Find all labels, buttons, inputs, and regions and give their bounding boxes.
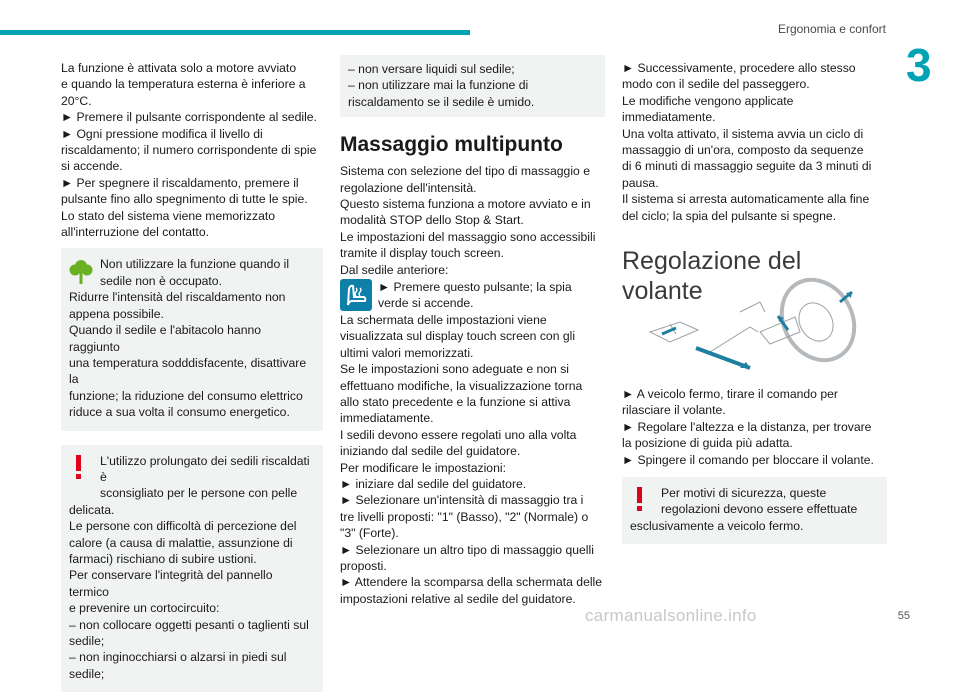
massage-button-row [340, 279, 605, 312]
steering-warning-first: Per motivi di sicurezza, queste regolazioni devono essere effettuate [661, 486, 858, 517]
steering-title: Regolazione del volante [622, 247, 802, 306]
warning-continuation: – non versare liquidi sul sedile; – non utilizzare mai la funzione di riscaldamento se il sedile è umido. [348, 62, 535, 109]
column-1 [61, 60, 323, 692]
massage-intro: Sistema con selezione del tipo di massaggio e regolazione dell'intensità. Questo sistema funziona a motore avviato e in modalità STOP dello Stop & Start. Le impostazioni del massaggio sono accessibili tramite il display touch screen. Dal sedile anteriore: [340, 164, 596, 277]
warning-exclamation-icon [75, 455, 82, 479]
header-accent-bar [0, 30, 470, 35]
warning-exclamation-icon [636, 487, 643, 511]
eco-note-box [61, 248, 323, 430]
warning-first: L'utilizzo prolungato dei sedili riscaldati è sconsigliato per le persone con pelle [100, 453, 310, 501]
massage-seat-button-icon [340, 279, 372, 311]
massage-button-instruction: ► Premere questo pulsante; la spia verde si accende. [378, 280, 572, 311]
massage-continuation: ► Successivamente, procedere allo stesso modo con il sedile del passeggero. Le modifiche vengono applicate immediatamente. Una volta attivato, il sistema avvia un ciclo di massaggio di un'ora, composto da sequenze di 6 minuti di massaggio seguite da 3 minuti di pausa. Il sistema si arresta automaticamente alla fine del ciclo; la spia del pulsante si spegne. [622, 61, 872, 223]
massage-details: La schermata delle impostazioni viene visualizzata sul display touch screen con gli ultimi valori memorizzati. Se le impostazioni sono adeguate e non si effettuano modifiche, la visualizzazione torna allo stato precedente e la funzione si attiva immediatamente. I sedili devono essere regolati uno alla volta iniziando dal sedile del guidatore. Per modificare le impostazioni: ► iniziare dal sedile del guidatore. ► Selezionare un'intensità di massaggio tra i tre livelli proposti: "1" (Basso), "2" (Normale) o "3" (Forte). ► Selezionare un altro tipo di massaggio quelli proposti. ► Attendere la scomparsa della schermata delle impostazioni relative al sedile del guidatore. [340, 312, 603, 606]
eco-note-first: Non utilizzare la funzione quando il sedile non è occupato. [100, 257, 290, 288]
warning-rest: delicata. Le persone con difficoltà di percezione del calore (a causa di malattie, assunzione di farmaci) rischiano di subire ustioni. Per conservare l'integrità del pannello termico e prevenire un cortocircuito: – non collocare oggetti pesanti o taglienti sul sedile; – non inginocchiarsi o alzarsi in piedi sul sedile; [69, 502, 309, 681]
warning-box [61, 445, 323, 692]
massage-title: Massaggio multipunto [340, 133, 563, 157]
steering-instructions: ► A veicolo fermo, tirare il comando per rilasciare il volante. ► Regolare l'altezza e la distanza, per trovare la posizione di guida più adatta. ► Spingere il comando per bloccare il volante. [622, 387, 874, 467]
section-title: Ergonomia e confort [777, 22, 886, 36]
warning-continuation-box [340, 55, 605, 117]
watermark: carmanualsonline.info [585, 606, 757, 625]
heated-seat-instructions: La funzione è attivata solo a motore avviato e quando la temperatura esterna è inferiore a 20°C. ► Premere il pulsante corrispondente al sedile. ► Ogni pressione modifica il livello di riscaldamento; il numero corrispondente di spie si accende. ► Per spegnere il riscaldamento, premere il pulsante fino allo spegnimento di tutte le spie. Lo stato del sistema viene memorizzato all'interruzione del contatto. [61, 61, 317, 240]
chapter-number: 3 [906, 39, 932, 91]
column-3 [622, 60, 887, 306]
steering-warning-box [622, 477, 887, 544]
column-2 [340, 55, 605, 607]
page-number: 55 [897, 610, 910, 622]
eco-tree-icon [69, 257, 93, 285]
steering-wheel-adjust-illustration [640, 272, 872, 382]
steering-warning-rest: esclusivamente a veicolo fermo. [630, 518, 804, 533]
column-3-lower [622, 386, 887, 544]
eco-note-rest: Ridurre l'intensità del riscaldamento non appena possibile. Quando il sedile e l'abitacolo hanno raggiunto una temperatura sodddisfacente, disattivare la funzione; la riduzione del consumo elettrico riduce a sua volta il consumo energetico. [69, 290, 307, 420]
